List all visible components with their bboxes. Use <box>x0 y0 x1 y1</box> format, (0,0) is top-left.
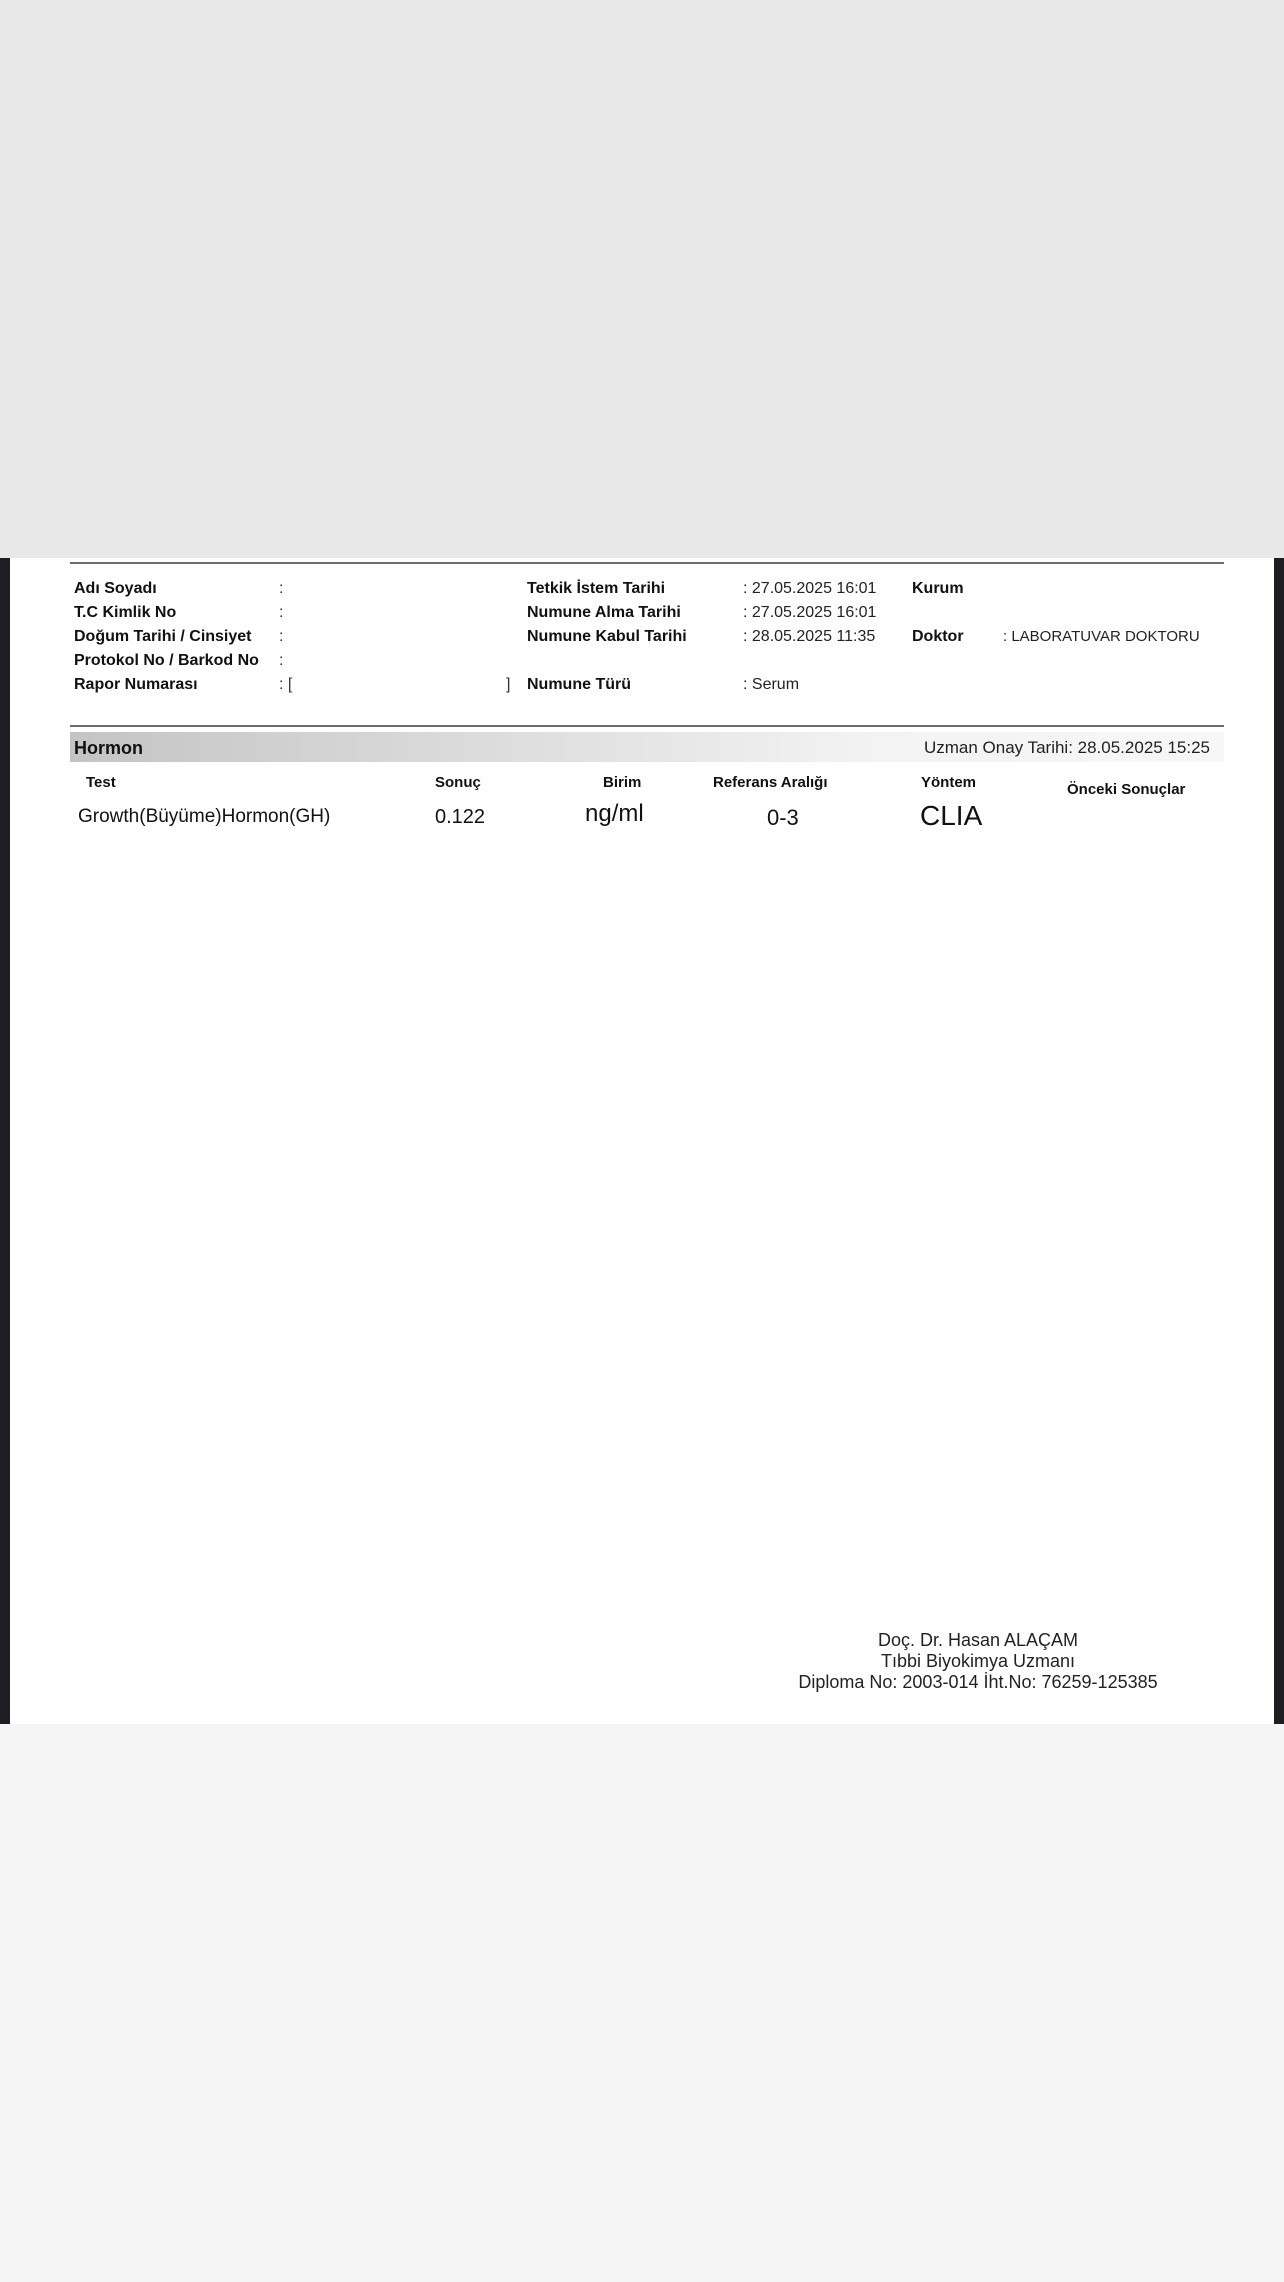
request-date-label: Tetkik İstem Tarihi <box>527 580 666 597</box>
header-reference: Referans Aralığı <box>713 774 828 791</box>
tc-id-label: T.C Kimlik No <box>74 604 177 621</box>
bottom-background <box>0 1724 1284 2282</box>
sample-type-value: : Serum <box>743 676 800 693</box>
header-previous: Önceki Sonuçlar <box>1067 781 1186 798</box>
protocol-label: Protokol No / Barkod No <box>74 652 259 669</box>
result-value: 0.122 <box>435 806 486 828</box>
birth-gender-label: Doğum Tarihi / Cinsiyet <box>74 628 252 645</box>
collection-date-label: Numune Alma Tarihi <box>527 604 681 621</box>
request-date-value: : 27.05.2025 16:01 <box>743 580 877 597</box>
header-result: Sonuç <box>435 774 481 791</box>
patient-name-label: Adı Soyadı <box>74 580 157 597</box>
approval-date: Uzman Onay Tarihi: 28.05.2025 15:25 <box>923 738 1210 757</box>
document-photo <box>0 558 1284 1724</box>
section-top-rule <box>70 725 1224 727</box>
report-number-close: ] <box>506 676 511 693</box>
institution-label: Kurum <box>912 580 964 597</box>
result-test-name: Growth(Büyüme)Hormon(GH) <box>78 806 331 827</box>
doctor-value: : LABORATUVAR DOKTORU <box>1003 628 1200 645</box>
tc-id-colon: : <box>279 604 284 621</box>
acceptance-date-value: : 28.05.2025 11:35 <box>743 628 876 645</box>
header-top-rule <box>70 562 1224 564</box>
report-number-open: : [ <box>279 676 293 693</box>
sample-type-label: Numune Türü <box>527 676 631 693</box>
signature-title: Tıbbi Biyokimya Uzmanı <box>880 1651 1076 1671</box>
doctor-label: Doktor <box>912 628 964 645</box>
top-background <box>0 0 1284 558</box>
section-title: Hormon <box>74 738 143 758</box>
result-reference: 0-3 <box>767 805 799 830</box>
signature-name: Doç. Dr. Hasan ALAÇAM <box>877 1630 1079 1650</box>
patient-name-colon: : <box>279 580 284 597</box>
signature-diploma: Diploma No: 2003-014 İht.No: 76259-125385 <box>798 1672 1158 1692</box>
signature-block <box>768 1630 1188 1693</box>
report-number-label: Rapor Numarası <box>74 676 198 693</box>
protocol-colon: : <box>279 652 284 669</box>
lab-report-page <box>10 558 1274 1724</box>
acceptance-date-label: Numune Kabul Tarihi <box>527 628 687 645</box>
birth-gender-colon: : <box>279 628 284 645</box>
header-unit: Birim <box>603 774 642 791</box>
result-method: CLIA <box>920 800 983 831</box>
collection-date-value: : 27.05.2025 16:01 <box>743 604 877 621</box>
header-method: Yöntem <box>921 774 977 791</box>
result-unit: ng/ml <box>585 800 644 827</box>
header-test: Test <box>86 774 116 791</box>
